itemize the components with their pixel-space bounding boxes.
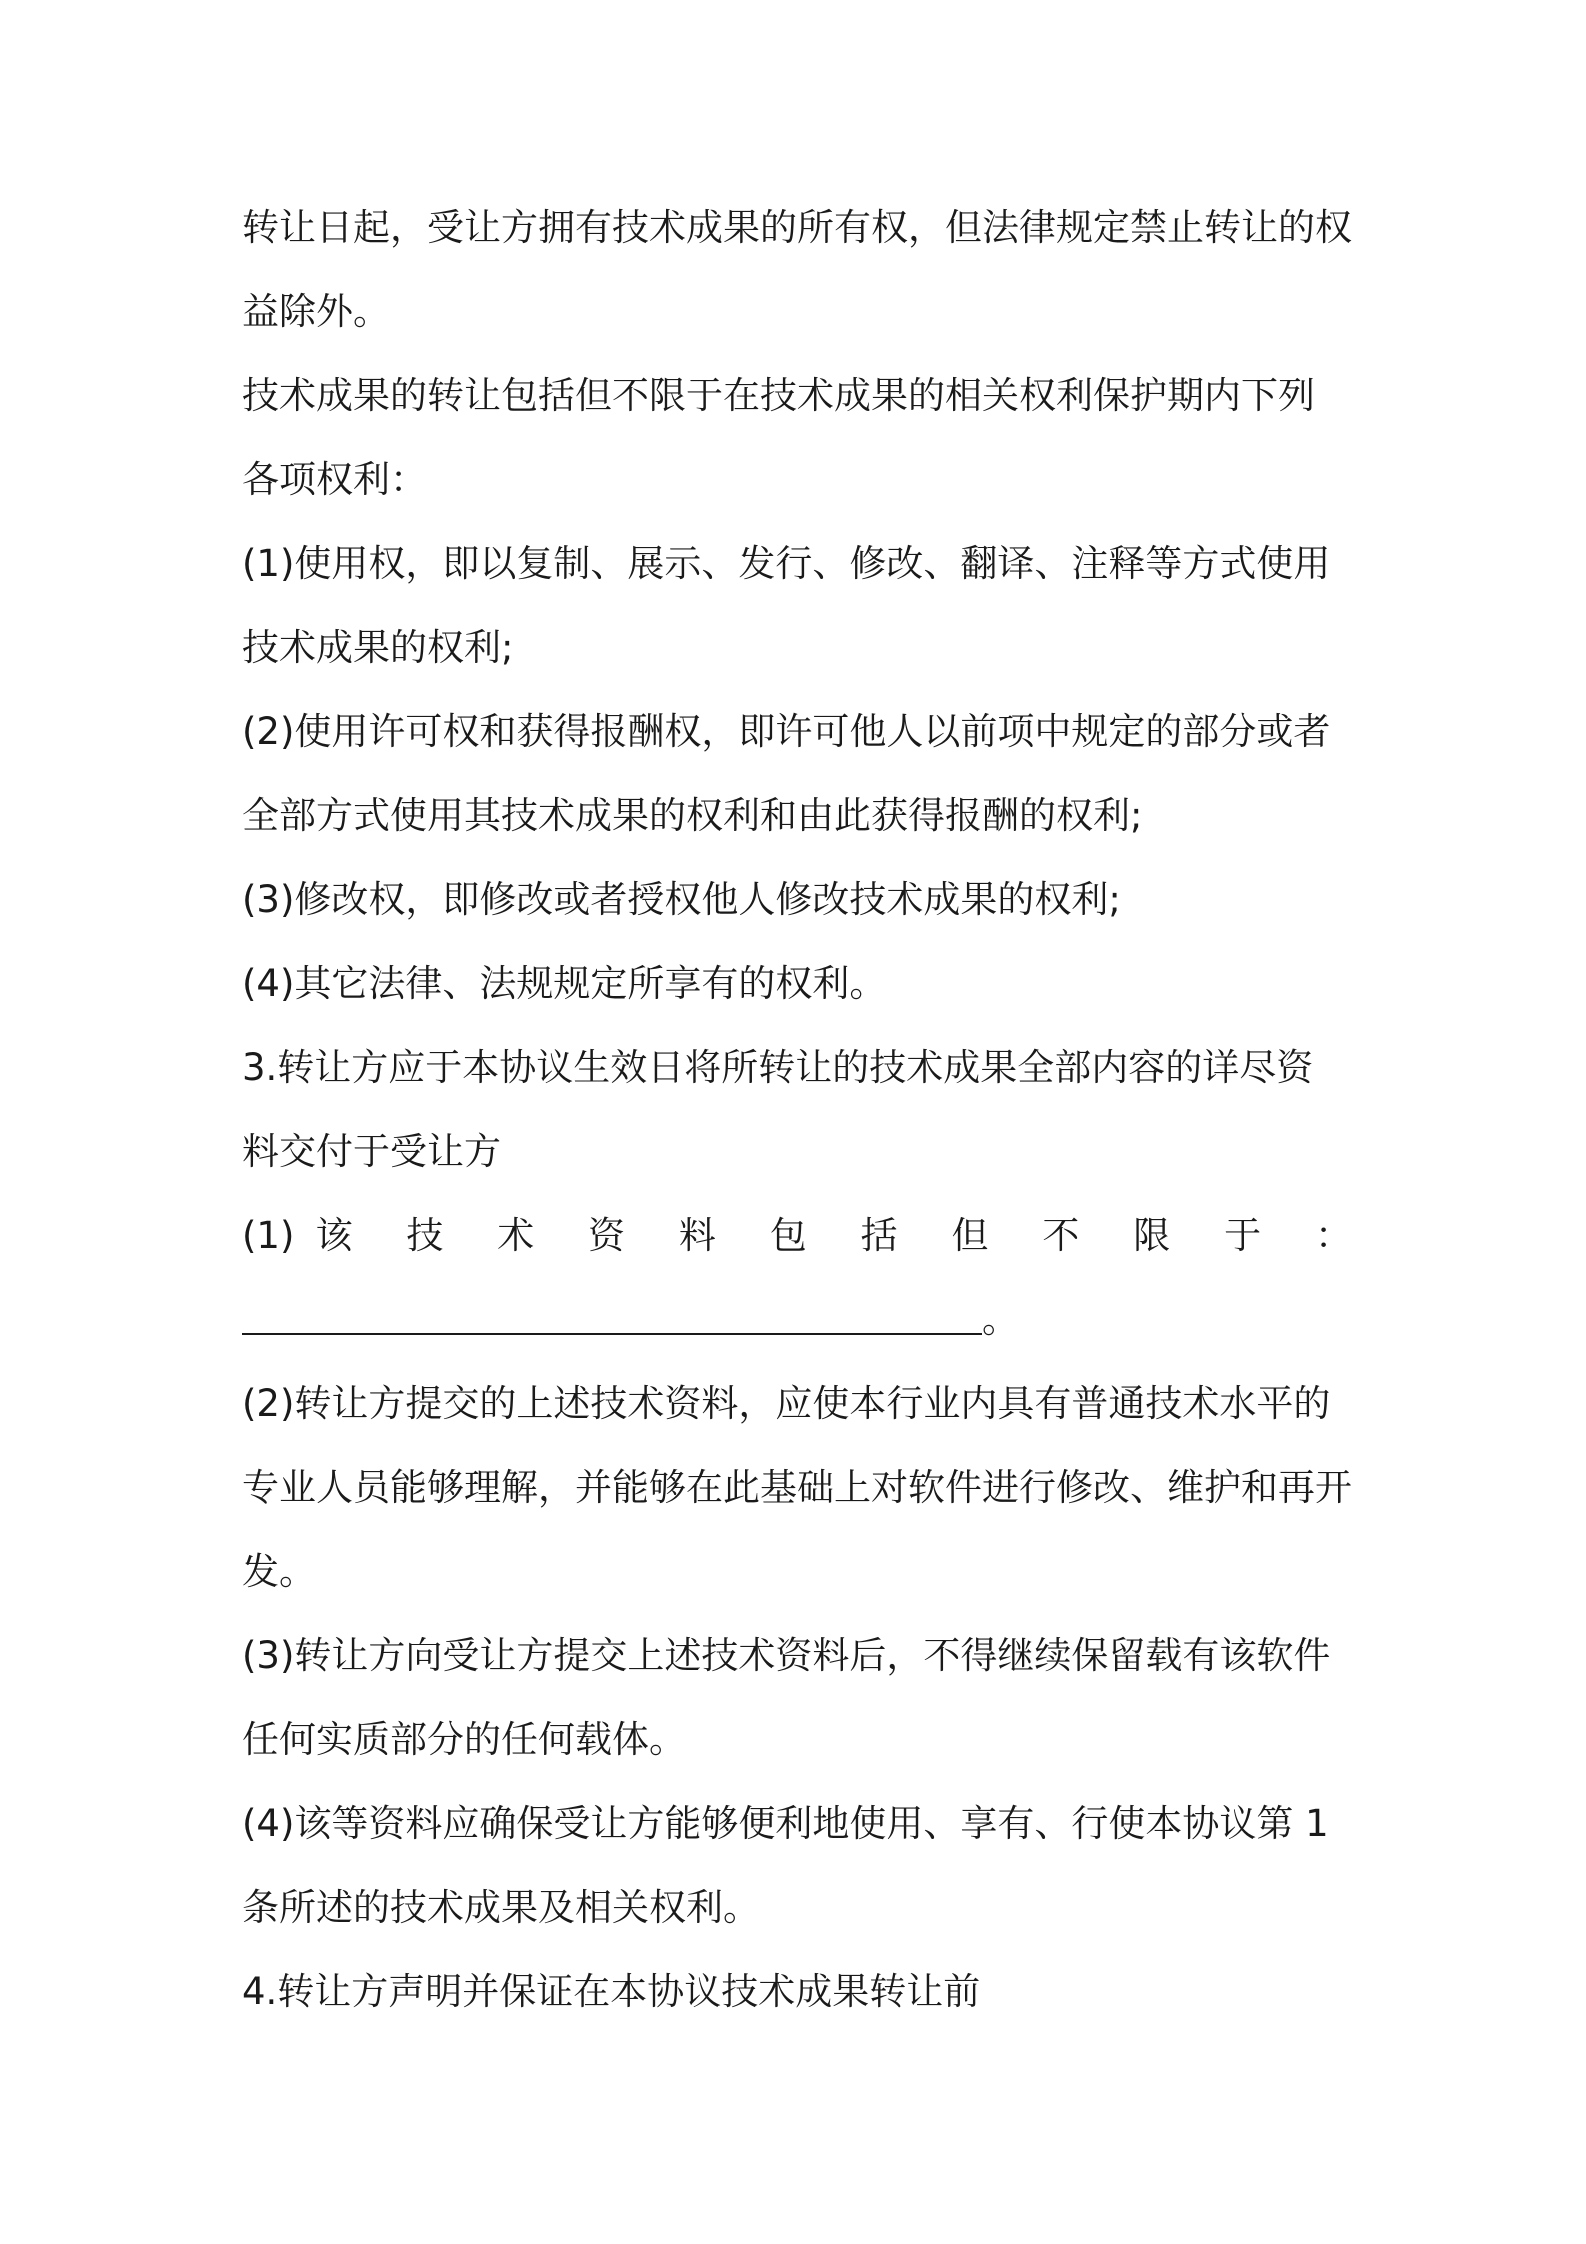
text-line-8: 全部方式使用其技术成果的权利和由此获得报酬的权利; [242,794,1143,837]
text-line-4: 各项权利： [242,458,427,501]
text-line-18: (3)转让方向受让方提交上述技术资料后，不得继续保留载有该软件 [242,1634,1331,1677]
text-line-22: 4.转让方声明并保证在本协议技术成果转让前 [242,1970,981,2013]
text-line-12: 料交付于受让方 [242,1130,501,1173]
text-line-3: 技术成果的转让包括但不限于在技术成果的相关权利保护期内下列 [242,374,1315,417]
text-line-19: 任何实质部分的任何载体。 [242,1718,686,1761]
text-line-6: 技术成果的权利; [242,626,514,669]
text-line-2: 益除外。 [242,290,390,333]
text-line-13: (1)该 技 术 资 料 包 括 但 不 限 于 ： [242,1214,1352,1257]
text-line-9: (3)修改权，即修改或者授权他人修改技术成果的权利; [242,878,1121,921]
fill-in-blank-line [242,1278,1352,1362]
blank-line-end: 。 [982,1298,1019,1341]
text-line-17: 发。 [242,1550,316,1593]
text-line-1: 转让日起，受让方拥有技术成果的所有权，但法律规定禁止转让的权 [242,206,1352,249]
text-line-5: (1)使用权，即以复制、展示、发行、修改、翻译、注释等方式使用 [242,542,1331,585]
text-line-21: 条所述的技术成果及相关权利。 [242,1886,760,1929]
blank-underline [242,1333,982,1335]
text-line-15: (2)转让方提交的上述技术资料，应使本行业内具有普通技术水平的 [242,1382,1331,1425]
text-line-11: 3.转让方应于本协议生效日将所转让的技术成果全部内容的详尽资 [242,1046,1314,1089]
text-line-16: 专业人员能够理解，并能够在此基础上对软件进行修改、维护和再开 [242,1466,1352,1509]
text-line-20: (4)该等资料应确保受让方能够便利地使用、享有、行使本协议第 1 [242,1802,1329,1845]
text-line-10: (4)其它法律、法规规定所享有的权利。 [242,962,887,1005]
text-line-7: (2)使用许可权和获得报酬权，即许可他人以前项中规定的部分或者 [242,710,1331,753]
